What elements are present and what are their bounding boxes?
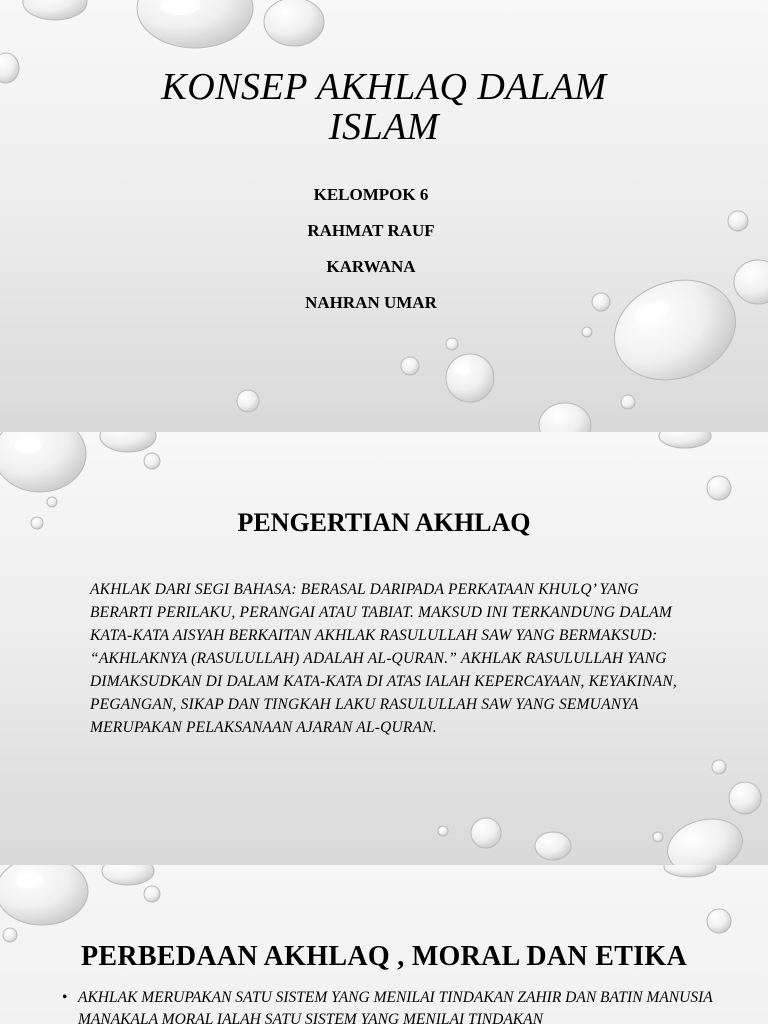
group-label: KELOMPOK 6 [313, 185, 429, 204]
definition-paragraph: AKHLAK DARI SEGI BAHASA: BERASAL DARIPADA PERKATAAN KHULQ’ YANG BERARTI PERILAKU, PERANGAI ATAU TABIAT. MAKSUD INI TERKANDUNG DALAM KATA-KATA AISYAH BERKAITAN AKHLAK RASULULLAH SAW YANG BERMAKSUD: “AKHLAKNYA (RASULULLAH) ADALAH AL-QURAN.” AKHLAK RASULULLAH YANG DIMAKSUDKAN DI DALAM KATA-KATA DI ATAS IALAH KEPERCAYAAN, KEYAKINAN, PEGANGAN, SIKAP DAN TINGKAH LAKU RASULULLAH SAW YANG SEMUANYA MERUPAKAN PELAKSANAAN AJARAN AL-QURAN. [90, 581, 677, 736]
slide-heading: PERBEDAAN AKHLAQ , MORAL DAN ETIKA [80, 941, 688, 972]
slide-title[interactable] [0, 0, 768, 432]
slide-pengertian[interactable] [0, 432, 768, 865]
member-name-2: KARWANA [326, 257, 416, 276]
slide-perbedaan[interactable] [0, 865, 768, 1024]
bullet-list [62, 987, 722, 1024]
member-name-1: RAHMAT RAUF [307, 221, 435, 240]
slide-heading: PENGERTIAN AKHLAQ [237, 508, 531, 537]
member-name-3: NAHRAN UMAR [305, 293, 437, 312]
title-line-2: ISLAM [328, 105, 440, 148]
presentation-title [0, 68, 768, 148]
title-line-1: KONSEP AKHLAQ DALAM [161, 66, 607, 108]
bullet-item: • AKHLAK MERUPAKAN SATU SISTEM YANG MENILAI TINDAKAN ZAHIR DAN BATIN MANUSIA MANAKALA MORAL IALAH SATU SISTEM YANG MENILAI TINDAKAN [62, 987, 722, 1024]
water-drops-decoration [0, 0, 768, 432]
